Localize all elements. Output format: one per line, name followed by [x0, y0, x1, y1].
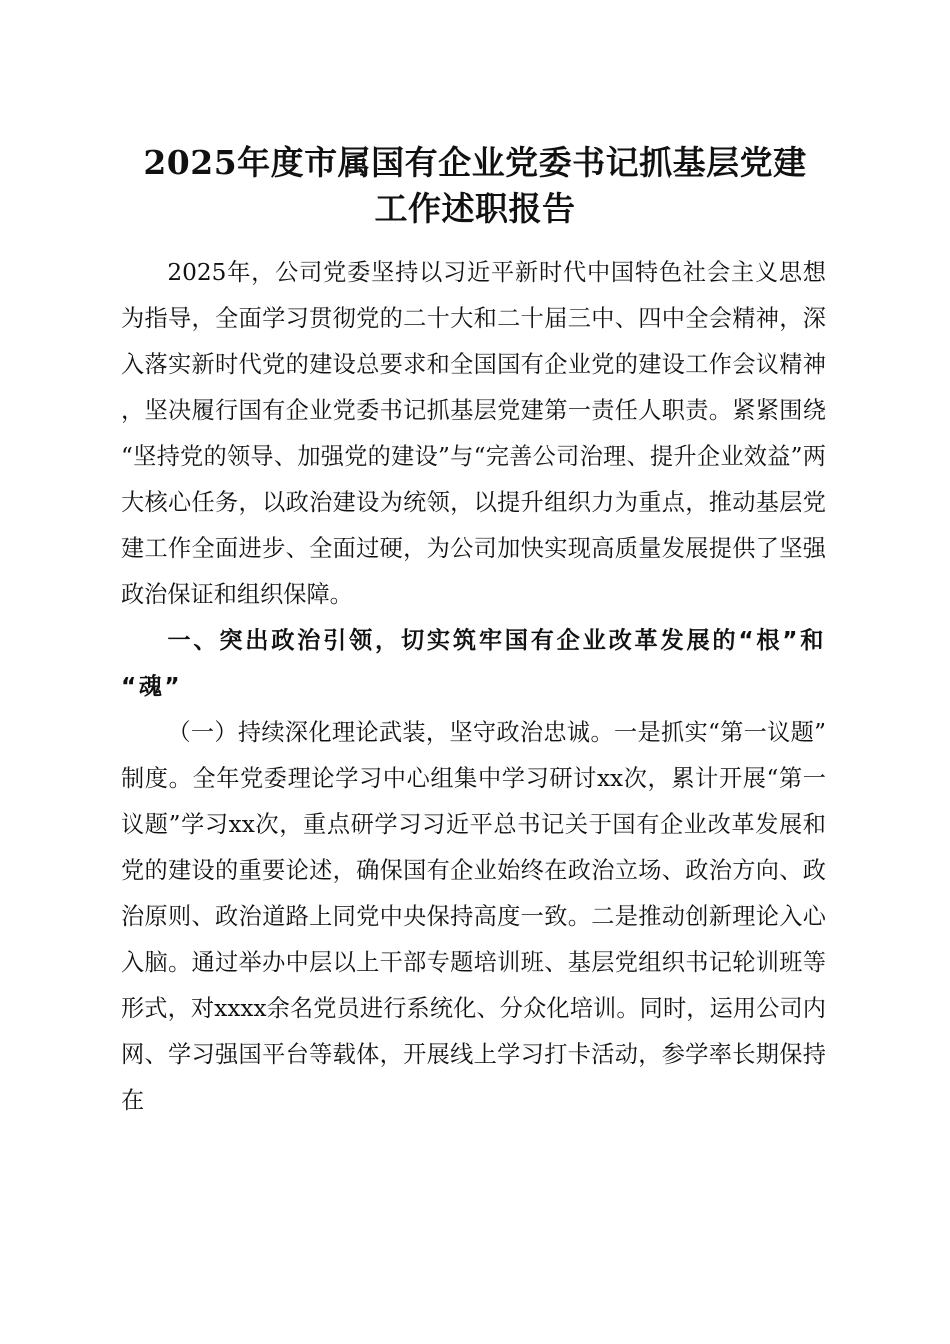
intro-paragraph: 2025年，公司党委坚持以习近平新时代中国特色社会主义思想为指导，全面学习贯彻党的二十大和二十届三中、四中全会精神，深入落实新时代党的建设总要求和全国国有企业党的建设工作会议精神，坚决履行国有企业党委书记抓基层党建第一责任人职责。紧紧围绕“坚持党的领导、加强党的建设”与“完善公司治理、提升企业效益”两大核心任务，以政治建设为统领，以提升组织力为重点，推动基层党建工作全面进步、全面过硬，为公司加快实现高质量发展提供了坚强政治保证和组织保障。	[121, 259, 826, 608]
document-title-line-2: 工作述职报告	[374, 189, 576, 228]
section-1-heading: 一、突出政治引领，切实筑牢国有企业改革发展的“根”和“魂”	[121, 627, 826, 700]
document-title-line-1: 2025年度市属国有企业党委书记抓基层党建	[143, 143, 807, 182]
section-1-1-paragraph: （一）持续深化理论武装，坚守政治忠诚。一是抓实“第一议题”制度。全年党委理论学习中心组集中学习研讨xx次，累计开展“第一议题”学习xx次，重点研学习习近平总书记关于国有企业改革发展和党的建设的重要论述，确保国有企业始终在政治立场、政治方向、政治原则、政治道路上同党中央保持高度一致。二是推动创新理论入心入脑。通过举办中层以上干部专题培训班、基层党组织书记轮训班等形式，对xxxx余名党员进行系统化、分众化培训。同时，运用公司内网、学习强国平台等载体，开展线上学习打卡活动，参学率长期保持在	[121, 719, 826, 1114]
document-body	[121, 250, 826, 1124]
